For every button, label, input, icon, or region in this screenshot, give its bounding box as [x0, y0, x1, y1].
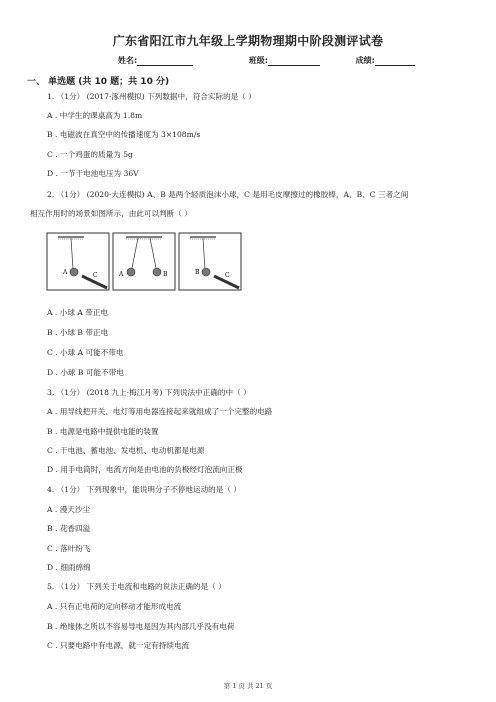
option-d: D . 用手电筒时，电流方向是由电池的负极经灯泡流向正极 — [47, 465, 243, 474]
label-c-3: C — [225, 272, 230, 279]
option-b: B . 小球 B 带正电 — [47, 328, 109, 337]
question-2: 2. （1分） (2020·大连模拟) A、B 是两个轻质泡沫小球，C 是用毛皮摩擦过的橡胶棒，A、B、C 三者之间 — [47, 190, 409, 199]
score-blank — [375, 57, 415, 66]
option-c: C . 小球 A 可能不带电 — [47, 348, 124, 357]
figure-panel-2 — [113, 233, 175, 290]
option-b: B . 绝缘体之所以不容易导电是因为其内部几乎没有电荷 — [47, 622, 235, 631]
label-b-2: B — [163, 271, 168, 278]
question-1: 1. （1分） (2017·涿州模拟) 下列数据中，符合实际的是（ ） — [47, 92, 256, 101]
label-c: C — [93, 272, 98, 279]
label-a-2: A — [119, 271, 124, 278]
option-a: A . 中学生的课桌高为 1.8m — [47, 111, 143, 120]
option-c: C . 一个鸡蛋的质量为 5g — [47, 150, 133, 159]
class-label: 班级: — [248, 56, 268, 65]
option-c: C . 干电池、蓄电池、发电机、电动机都是电源 — [47, 446, 205, 455]
option-a: A . 漫天沙尘 — [47, 505, 91, 514]
score-label: 成绩: — [355, 56, 375, 65]
option-d: D . 小球 B 可能不带电 — [47, 368, 124, 377]
section-heading: 一、 单选题 (共 10 题；共 10 分) — [27, 77, 170, 87]
question-5: 5. （1分） 下列关于电流和电路的说法正确的是（ ） — [47, 582, 226, 591]
option-a: A . 小球 A 带正电 — [47, 308, 109, 317]
question-2-cont: 相互作用时的场景如图所示，由此可以判断（ ） — [30, 209, 192, 218]
figure-panel-3 — [179, 233, 241, 290]
option-d: D . 细雨绵绵 — [47, 563, 91, 572]
page-footer: 第 1 页 共 21 页 — [223, 682, 273, 690]
student-info — [118, 55, 418, 66]
option-b: B . 电源是电路中提供电能的装置 — [47, 427, 159, 436]
option-a: A . 只有正电荷的定向移动才能形成电流 — [47, 602, 182, 611]
option-b: B . 花香四溢 — [47, 524, 91, 533]
question-3: 3. （1分） (2018 九上·梅江月考) 下列说法中正确的中（ ） — [47, 388, 251, 397]
figure-panel-1 — [47, 233, 109, 290]
page-title: 广东省阳江市九年级上学期物理期中阶段测评试卷 — [112, 34, 384, 48]
class-blank — [268, 57, 320, 66]
charge-figure — [46, 232, 242, 292]
label-a: A — [63, 269, 68, 276]
option-b: B . 电磁波在真空中的传播速度为 3×108m/s — [47, 130, 201, 139]
question-4: 4. （1分） 下列现象中，能说明分子不停地运动的是（ ） — [47, 485, 241, 494]
name-label: 姓名: — [118, 56, 138, 65]
option-a: A . 用导线把开关、电灯等用电器连接起来就组成了一个完整的电路 — [47, 407, 273, 416]
option-d: D . 一节干电池电压为 36V — [47, 169, 139, 178]
option-c: C . 只要电路中有电源，就一定有持续电流 — [47, 641, 190, 650]
option-c: C . 落叶纷飞 — [47, 544, 91, 553]
name-blank — [137, 57, 193, 66]
label-b-3: B — [195, 269, 200, 276]
